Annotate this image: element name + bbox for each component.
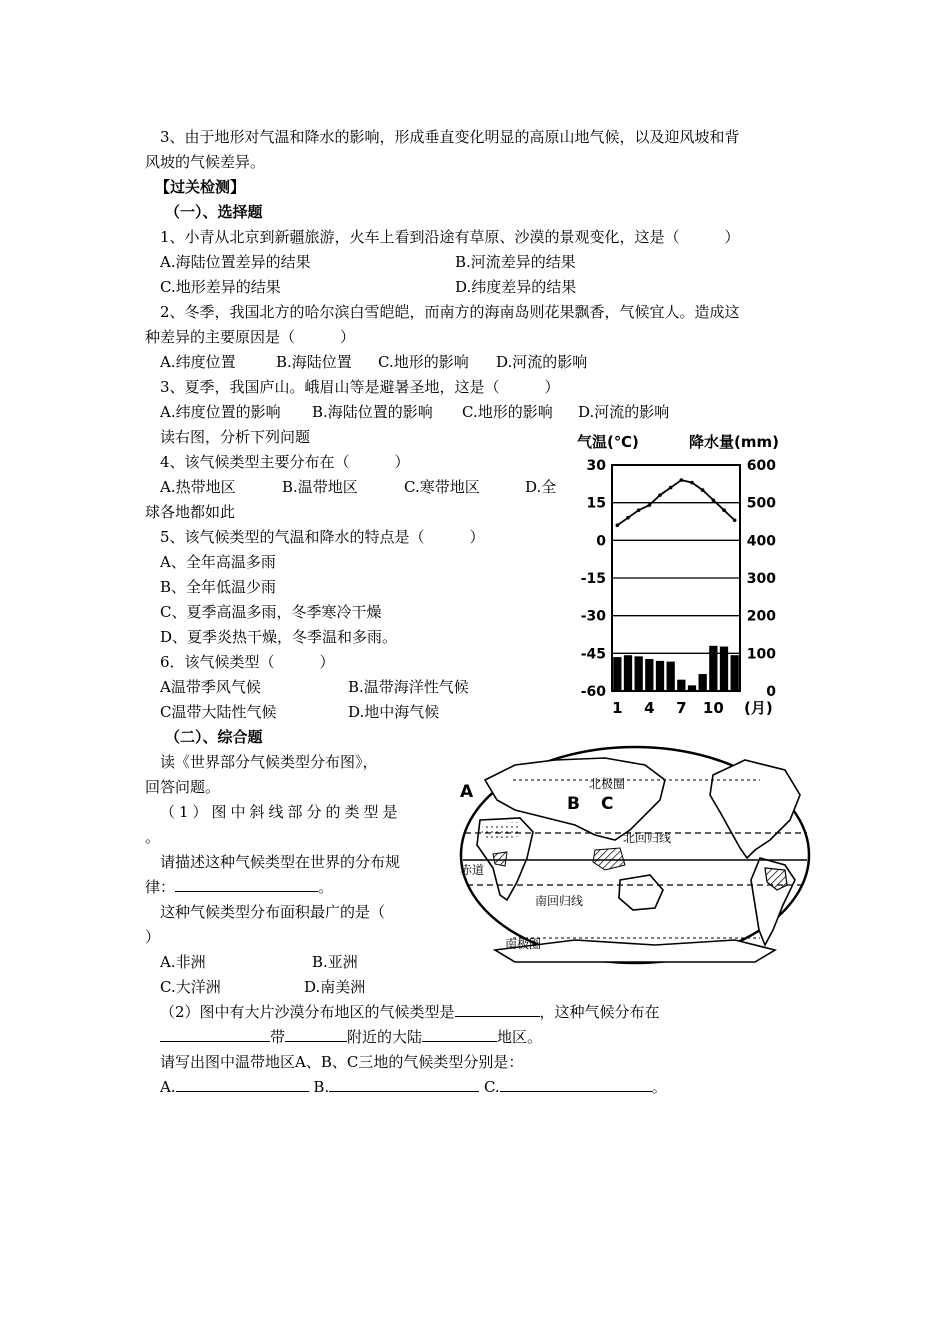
comp-q1-largest-close: ） [145,928,161,946]
comp-q2-blank-belt[interactable] [160,1027,270,1042]
temperature-point [637,508,641,512]
comp-q2-line-2 [160,1027,542,1047]
comp-q1-stem: （1）图中斜线部分的类型是 [160,803,402,821]
map-equator-label: 赤道 [460,863,485,877]
comp-q1-suffix: 。 [318,878,334,896]
comp-q3-a-label: A. [160,1078,176,1096]
precip-bar [613,657,621,691]
central-africa-hatch [493,852,507,866]
comp-q1-blank[interactable] [175,877,318,892]
precip-bar [699,674,707,691]
temperature-point [669,486,673,490]
precip-bar [635,656,643,691]
precip-tick-label: 100 [746,646,776,663]
temperature-point [680,478,684,482]
map-antarctic-circle-label: 南极圈 [505,937,542,951]
q3-option-b: B.海陆位置的影响 [312,403,433,421]
part2-heading: （二）、综合题 [165,728,263,746]
temp-tick-label: -15 [580,571,606,587]
comp-q2-line-1 [160,1002,660,1022]
q1-option-a: A.海陆位置差异的结果 [160,253,311,271]
comp-q1-largest: 这种气候类型分布面积最广的是（ [160,903,386,921]
q2-option-a: A.纬度位置 [160,353,236,371]
temp-tick-label: -45 [580,646,606,663]
precip-bar [731,655,739,691]
month-tick-label: 4 [644,699,655,717]
comp-opt-d: D.南美洲 [304,978,366,996]
temperature-point [733,518,737,522]
precip-tick-label: 300 [746,571,776,587]
q4-stem: 4、该气候类型主要分布在（ ） [160,453,410,471]
q1-stem: 1、小青从北京到新疆旅游，火车上看到沿途有草原、沙漠的景观变化，这是（ ） [160,228,740,246]
comp-q2-region-label: 地区。 [497,1028,543,1046]
temperature-point [648,503,652,507]
q1-option-b: B.河流差异的结果 [455,253,576,271]
q5-option-a: A、全年高温多雨 [160,553,276,571]
precip-axis-title: 降水量(mm) [689,433,779,451]
temperature-point [690,481,694,485]
q1-option-d: D.纬度差异的结果 [455,278,577,296]
q2-stem-1: 2、冬季，我国北方的哈尔滨白雪皑皑，而南方的海南岛则花果飘香，气候宜人。造成这 [160,303,740,321]
q6-stem: 6．该气候类型（ ） [160,653,335,671]
temperature-point [616,523,620,527]
q3-option-a: A.纬度位置的影响 [160,403,281,421]
temp-axis-title: 气温(℃) [577,433,639,451]
map-label-a: A [460,782,474,802]
comp-opt-a: A.非洲 [160,953,206,971]
comp-q2-stem-end: ，这种气候分布在 [539,1003,660,1021]
comp-q3-blank-b[interactable] [329,1077,479,1092]
comp-opt-c: C.大洋洲 [160,978,221,996]
comp-q1-answer-line [145,877,333,897]
precip-tick-label: 400 [746,533,776,550]
q4-option-a: A.热带地区 [160,478,236,496]
precip-bar [677,680,685,691]
map-tropic-cancer-label: 北回归线 [623,831,672,845]
precip-bar [720,647,728,691]
q4-option-c: C.寒带地区 [404,478,480,496]
q6-option-a: A温带季风气候 [160,678,261,696]
precip-bar [656,661,664,691]
comp-q3-end: 。 [651,1078,667,1096]
comp-q1-describe: 请描述这种气候类型在世界的分布规 [160,853,401,871]
q6-option-c: C温带大陆性气候 [160,703,277,721]
part1-heading: （一）、选择题 [165,203,263,221]
precip-bar [624,655,632,691]
intro-line-1: 3、由于地形对气温和降水的影响，形成垂直变化明显的高原山地气候，以及迎风坡和背 [160,128,740,146]
precip-bar [709,646,717,691]
comp-opt-b: B.亚洲 [312,953,358,971]
precip-tick-label: 500 [746,495,776,512]
month-tick-label: 7 [676,699,687,717]
temperature-point [658,493,662,497]
climate-chart [565,430,790,720]
map-arctic-circle-label: 北极圈 [589,777,626,791]
comp-q1-prefix: 律： [145,878,176,896]
comp-read-2: 回答问题。 [145,778,221,796]
temperature-point [722,508,726,512]
q5-option-c: C、夏季高温多雨，冬季寒冷干燥 [160,603,382,621]
precip-tick-label: 600 [746,458,776,474]
precip-bar [645,659,653,691]
q1-option-c: C.地形差异的结果 [160,278,281,296]
temp-tick-label: 0 [596,533,606,550]
precip-bar [667,662,675,691]
q6-option-b: B.温带海洋性气候 [348,678,469,696]
q5-option-d: D、夏季炎热干燥，冬季温和多雨。 [160,628,398,646]
comp-q2-blank-region[interactable] [422,1027,497,1042]
precip-tick-label: 200 [746,608,776,625]
comp-q2-blank-type[interactable] [455,1002,540,1017]
q6-option-d: D.地中海气候 [348,703,440,721]
comp-q3-b-label: B. [313,1078,330,1096]
intro-line-2: 风坡的气候差异。 [145,153,266,171]
comp-q2-near-label: 附近的大陆 [347,1028,423,1046]
temperature-point [712,498,716,502]
comp-q3-answers [160,1077,667,1097]
comp-read-1: 读《世界部分气候类型分布图》， [160,753,378,771]
read-chart-prompt: 读右图，分析下列问题 [160,428,311,446]
q5-stem: 5、该气候类型的气温和降水的特点是（ ） [160,528,485,546]
q2-option-d: D.河流的影响 [496,353,588,371]
comp-q2-stem: （2）图中有大片沙漠分布地区的气候类型是 [160,1003,455,1021]
map-label-b: B [567,794,580,814]
comp-q2-belt-label: 带 [270,1028,286,1046]
q4-option-b: B.温带地区 [282,478,358,496]
temperature-point [701,488,705,492]
q4-option-d-cont: 球各地都如此 [145,503,236,521]
month-tick-label: 1 [612,699,623,717]
comp-q3-stem: 请写出图中温带地区A、B、C三地的气候类型分别是： [160,1053,524,1071]
q3-stem: 3、夏季，我国庐山。峨眉山等是避暑圣地，这是（ ） [160,378,560,396]
comp-q3-blank-c[interactable] [500,1077,652,1092]
temp-tick-label: -60 [580,684,606,700]
month-tick-label: 10 [702,699,724,717]
comp-q3-blank-a[interactable] [176,1077,309,1092]
temp-tick-label: -30 [580,608,606,625]
q5-option-b: B、全年低温少雨 [160,578,277,596]
section-heading: 【过关检测】 [155,178,246,196]
precip-bar [688,685,696,691]
comp-q3-c-label: C. [483,1078,500,1096]
map-tropic-capricorn-label: 南回归线 [535,894,584,908]
q2-option-b: B.海陆位置 [276,353,352,371]
q2-stem-2: 种差异的主要原因是（ ） [145,328,356,346]
q4-option-d: D.全 [525,478,557,496]
comp-q1-end: 。 [145,828,161,846]
comp-q2-blank-near[interactable] [285,1027,347,1042]
q3-option-c: C.地形的影响 [462,403,553,421]
precip-tick-label: 0 [766,684,776,700]
month-unit-label: (月) [744,699,773,717]
temp-tick-label: 30 [586,458,606,474]
world-map [455,740,815,972]
map-label-c: C [601,794,614,814]
temperature-point [626,516,630,520]
q3-option-d: D.河流的影响 [578,403,670,421]
temp-tick-label: 15 [586,495,606,512]
q2-option-c: C.地形的影响 [378,353,469,371]
